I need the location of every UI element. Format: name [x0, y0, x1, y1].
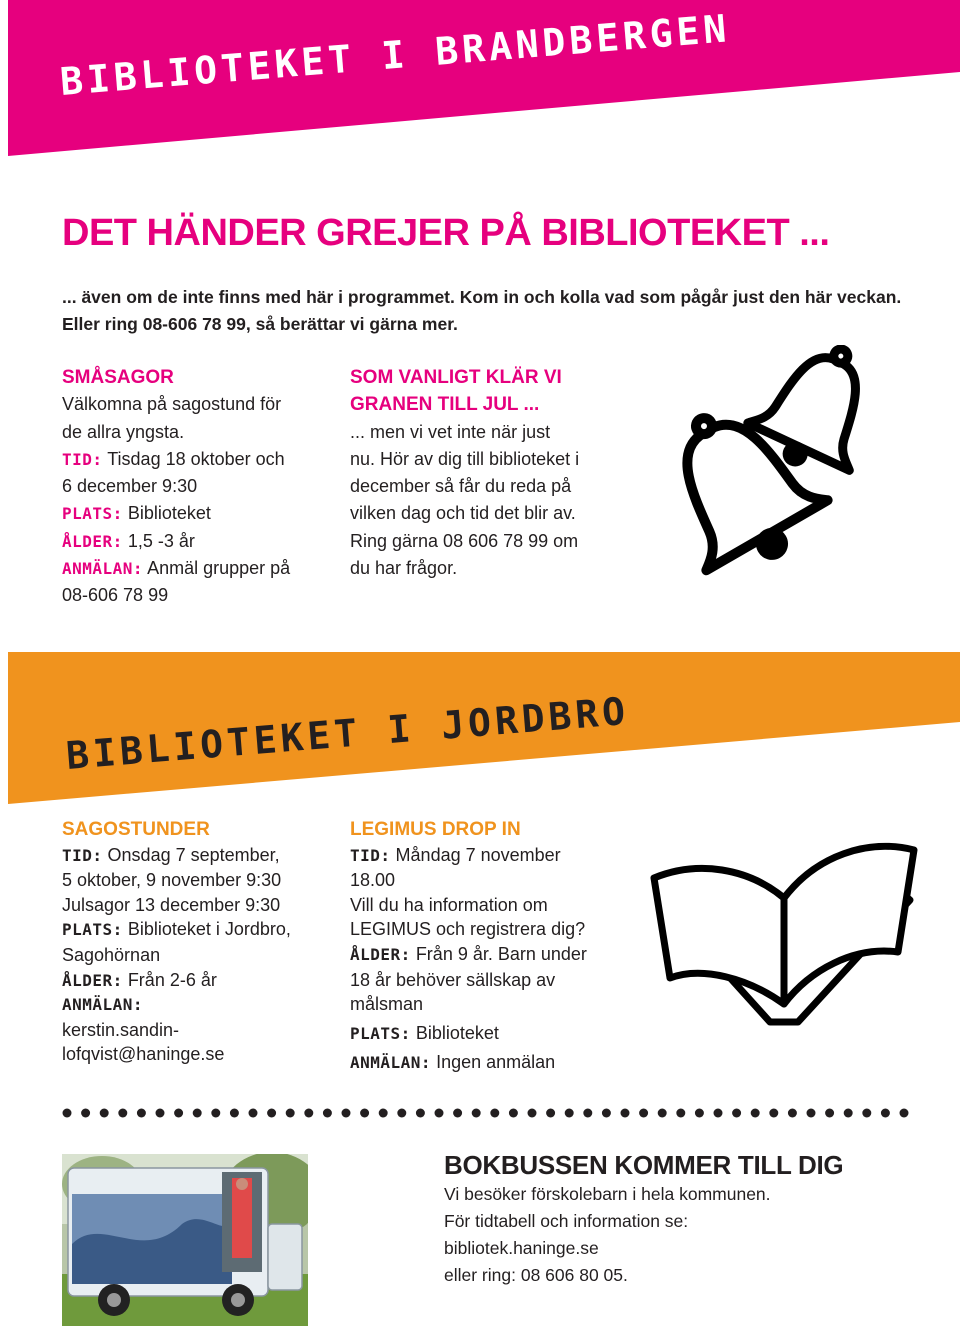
- divider-dot: [751, 1109, 760, 1118]
- tid-label: TID:: [62, 449, 103, 469]
- divider-dot: [286, 1109, 295, 1118]
- granen-text: nu. Hör av dig till biblioteket i: [350, 448, 580, 469]
- granen-text: vilken dag och tid det blir av.: [350, 503, 576, 524]
- anmalan-value: Ingen anmälan: [436, 1052, 556, 1073]
- divider-dot: [156, 1109, 165, 1118]
- page-heading: DET HÄNDER GREJER PÅ BIBLIOTEKET ...: [62, 212, 830, 254]
- brandbergen-banner-title: BIBLIOTEKET I BRANDBERGEN: [58, 6, 732, 105]
- divider-dot: [81, 1109, 90, 1118]
- alder-label: ÅLDER:: [62, 970, 123, 990]
- divider-dot: [658, 1109, 667, 1118]
- sagostunder-section: [62, 818, 332, 1067]
- anmalan-label: ANMÄLAN:: [350, 1053, 432, 1073]
- alder-value: 18 år behöver sällskap av: [350, 969, 556, 990]
- smasagor-desc: de allra yngsta.: [62, 421, 185, 442]
- plats-value: Biblioteket: [415, 1022, 499, 1043]
- divider-dot: [453, 1109, 462, 1118]
- divider-dot: [174, 1109, 183, 1118]
- bokbussen-text: Vi besöker förskolebarn i hela kommunen.: [444, 1184, 771, 1204]
- granen-text: ... men vi vet inte när just: [350, 421, 551, 442]
- anmalan-label: ANMÄLAN:: [62, 559, 144, 579]
- alder-value: 1,5 -3 år: [127, 530, 195, 551]
- intro-text: ... även om de inte finns med här i programmet. Kom in och kolla vad som pågår just den här veckan. Eller ring 08-606 78 99, så berättar vi gärna mer.: [62, 287, 902, 334]
- divider-dot: [63, 1109, 72, 1118]
- divider-dot: [304, 1109, 313, 1118]
- divider-dot: [472, 1109, 481, 1118]
- tid-value: 6 december 9:30: [62, 476, 198, 497]
- tid-value: Julsagor 13 december 9:30: [62, 894, 281, 915]
- divider-dot: [379, 1109, 388, 1118]
- alder-value: Från 2-6 år: [127, 969, 217, 990]
- open-book-icon: [648, 828, 920, 1028]
- divider-dot: [323, 1109, 332, 1118]
- divider-dot: [565, 1109, 574, 1118]
- divider-dot: [416, 1109, 425, 1118]
- plats-label: PLATS:: [62, 920, 123, 940]
- bokbussen-phone: eller ring: 08 606 80 05.: [444, 1265, 628, 1285]
- plats-label: PLATS:: [62, 504, 123, 524]
- divider-dot: [825, 1109, 834, 1118]
- divider-dot: [267, 1109, 276, 1118]
- divider-dot: [621, 1109, 630, 1118]
- divider-dot: [844, 1109, 853, 1118]
- divider-dot: [509, 1109, 518, 1118]
- granen-title: GRANEN TILL JUL ...: [350, 394, 540, 416]
- divider-dot: [193, 1109, 202, 1118]
- divider-dot: [714, 1109, 723, 1118]
- anmalan-value: Anmäl grupper på: [147, 558, 291, 579]
- tid-value: 18.00: [350, 870, 396, 891]
- divider-dot: [583, 1109, 592, 1118]
- divider-dot: [342, 1109, 351, 1118]
- alder-label: ÅLDER:: [62, 531, 123, 551]
- divider-dot: [900, 1109, 909, 1118]
- granen-text: du har frågor.: [350, 558, 458, 579]
- plats-value: Biblioteket: [127, 503, 211, 524]
- bokbussen-section: [444, 1150, 924, 1289]
- divider-dot: [546, 1109, 555, 1118]
- smasagor-title: SMÅSAGOR: [62, 367, 174, 388]
- bookbus-photo: [62, 1154, 308, 1326]
- legimus-title: LEGIMUS DROP IN: [350, 819, 521, 840]
- jordbro-banner-title: BIBLIOTEKET I JORDBRO: [64, 688, 631, 778]
- bokbussen-text: För tidtabell och information se:: [444, 1211, 689, 1231]
- bokbussen-title: BOKBUSSEN KOMMER TILL DIG: [444, 1150, 844, 1180]
- granen-section: [350, 364, 620, 582]
- divider-dot: [676, 1109, 685, 1118]
- legimus-info: LEGIMUS och registrera dig?: [350, 919, 586, 940]
- smasagor-section: [62, 364, 332, 610]
- divider-dot: [807, 1109, 816, 1118]
- dotted-divider: [62, 1106, 912, 1120]
- granen-text: december så får du reda på: [350, 476, 572, 497]
- divider-dot: [118, 1109, 127, 1118]
- smasagor-desc: Välkomna på sagostund för: [62, 394, 282, 415]
- divider-dot: [732, 1109, 741, 1118]
- tid-value: Onsdag 7 september,: [107, 844, 280, 865]
- tid-value: 5 oktober, 9 november 9:30: [62, 870, 282, 891]
- bells-icon: [650, 345, 900, 585]
- divider-dot: [435, 1109, 444, 1118]
- divider-dot: [695, 1109, 704, 1118]
- legimus-info: Vill du ha information om: [350, 894, 548, 915]
- granen-title: SOM VANLIGT KLÄR VI: [350, 367, 562, 388]
- divider-dot: [862, 1109, 871, 1118]
- website-link[interactable]: bibliotek.haninge.se: [444, 1238, 599, 1258]
- divider-dot: [769, 1109, 778, 1118]
- alder-value: Från 9 år. Barn under: [415, 943, 587, 964]
- plats-label: PLATS:: [350, 1023, 411, 1043]
- alder-label: ÅLDER:: [350, 944, 411, 964]
- tid-value: Tisdag 18 oktober och: [107, 448, 285, 469]
- divider-dot: [137, 1109, 146, 1118]
- legimus-section: [350, 818, 620, 1076]
- divider-dot: [490, 1109, 499, 1118]
- email-link[interactable]: lofqvist@haninge.se: [62, 1044, 225, 1065]
- divider-dot: [100, 1109, 109, 1118]
- divider-dot: [788, 1109, 797, 1118]
- anmalan-label: ANMÄLAN:: [62, 995, 144, 1015]
- alder-value: målsman: [350, 994, 424, 1015]
- anmalan-value: 08-606 78 99: [62, 585, 169, 606]
- tid-value: Måndag 7 november: [395, 844, 561, 865]
- divider-dot: [249, 1109, 258, 1118]
- email-link[interactable]: kerstin.sandin-: [62, 1019, 180, 1040]
- tid-label: TID:: [62, 845, 103, 865]
- divider-dot: [639, 1109, 648, 1118]
- sagostunder-title: SAGOSTUNDER: [62, 819, 210, 840]
- divider-dot: [211, 1109, 220, 1118]
- divider-dot: [230, 1109, 239, 1118]
- divider-dot: [602, 1109, 611, 1118]
- tid-label: TID:: [350, 845, 391, 865]
- divider-dot: [528, 1109, 537, 1118]
- divider-dot: [881, 1109, 890, 1118]
- plats-value: Sagohörnan: [62, 944, 161, 965]
- divider-dot: [397, 1109, 406, 1118]
- granen-text: Ring gärna 08 606 78 99 om: [350, 530, 579, 551]
- plats-value: Biblioteket i Jordbro,: [127, 919, 291, 940]
- divider-dot: [360, 1109, 369, 1118]
